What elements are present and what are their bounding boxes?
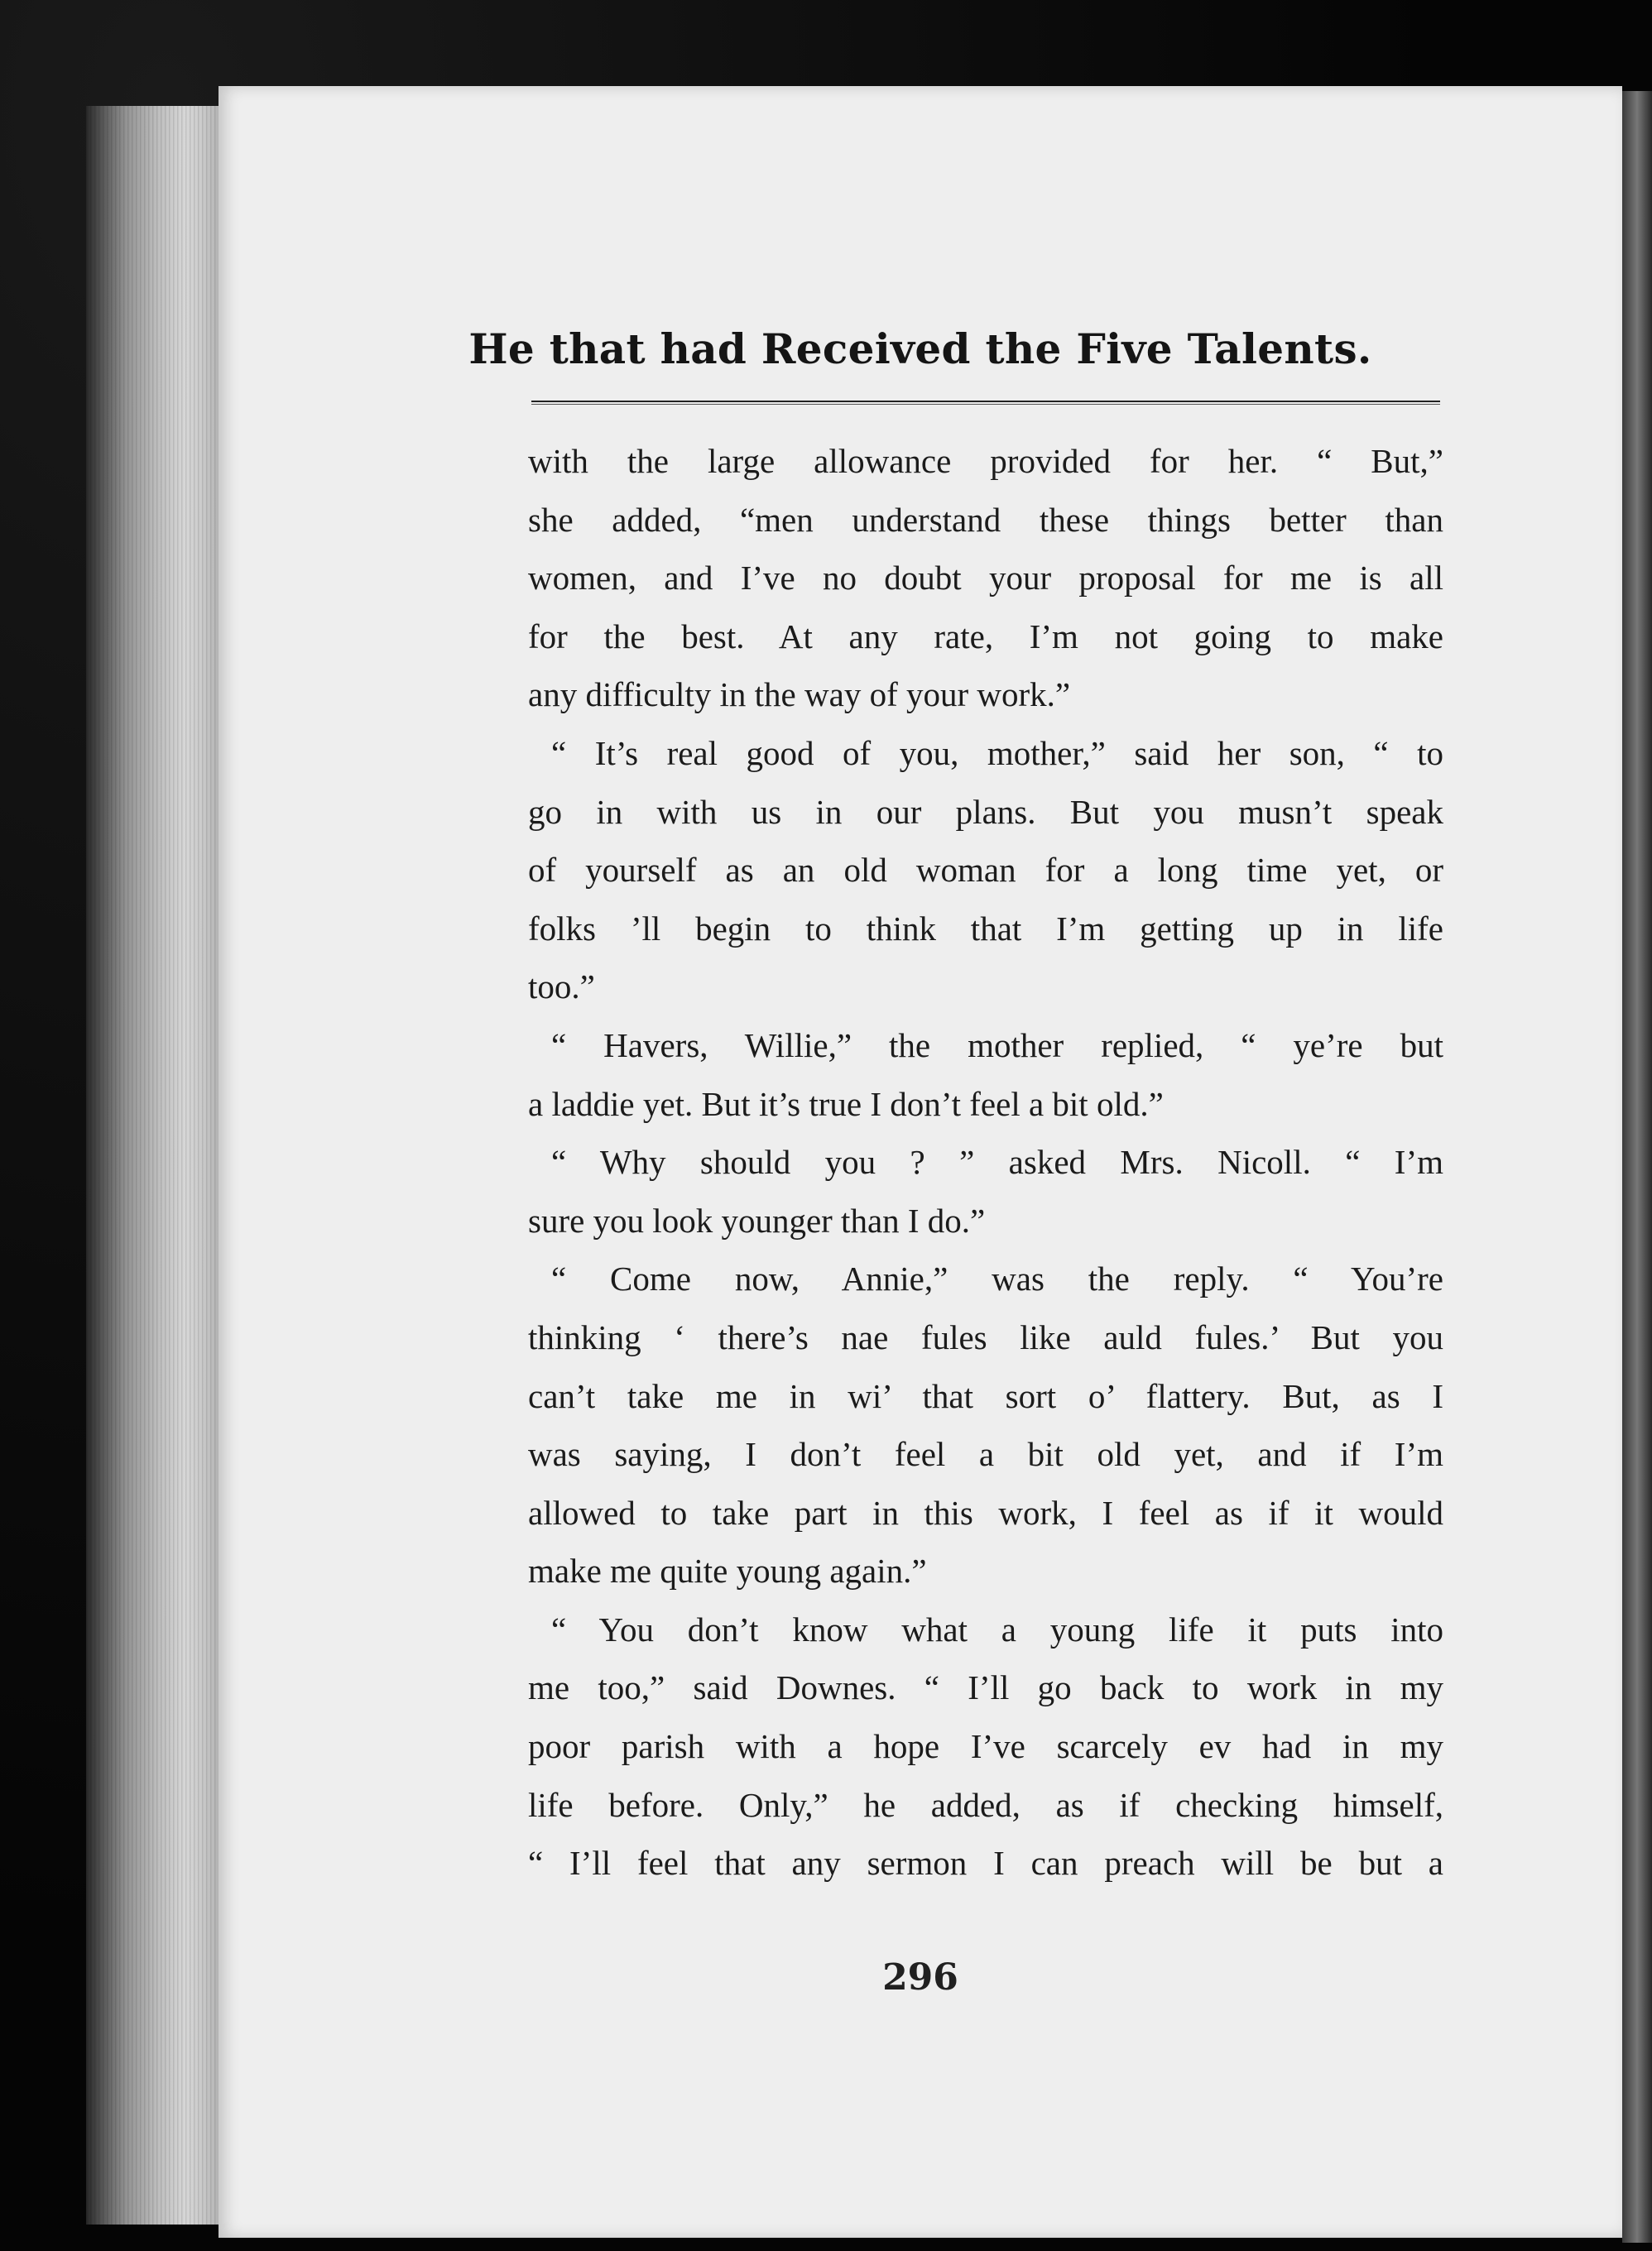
text-line: “ Come now, Annie,” was the reply. “ You’re xyxy=(551,1260,1443,1298)
text-line: of yourself as an old woman for a long time yet, or xyxy=(528,851,1443,890)
text-line: with the large allowance provided for her. “ But,” xyxy=(528,442,1443,480)
page-number: 296 xyxy=(882,1956,958,1999)
text-line: me too,” said Downes. “ I’ll go back to work in my xyxy=(528,1668,1443,1707)
text-line: sure you look younger than I do.” xyxy=(528,1201,986,1240)
text-line: folks ’ll begin to think that I’m getting up in life xyxy=(528,909,1443,948)
text-line: too.” xyxy=(528,967,595,1006)
text-line: go in with us in our plans. But you musn’t speak xyxy=(528,792,1443,831)
text-line: “ Havers, Willie,” the mother replied, “ ye’re but xyxy=(551,1025,1443,1064)
text-line: women, and I’ve no doubt your proposal for me is all xyxy=(528,559,1443,598)
book-page xyxy=(219,86,1622,2238)
text-line: a laddie yet. But it’s true I don’t feel a bit old.” xyxy=(528,1084,1164,1123)
text-line: any difficulty in the way of your work.” xyxy=(528,675,1071,714)
text-line: make me quite young again.” xyxy=(528,1552,927,1591)
text-line: “ You don’t know what a young life it puts into xyxy=(551,1610,1443,1649)
text-line: can’t take me in wi’ that sort o’ flattery. But, as I xyxy=(528,1376,1443,1415)
text-line: was saying, I don’t feel a bit old yet, and if I’m xyxy=(528,1435,1443,1474)
text-line: “ I’ll feel that any sermon I can preach will be but a xyxy=(528,1844,1443,1883)
text-line: thinking ‘ there’s nae fules like auld fules.’ But you xyxy=(528,1317,1443,1356)
text-line: for the best. At any rate, I’m not going to make xyxy=(528,617,1443,655)
text-line: allowed to take part in this work, I feel as if it would xyxy=(528,1493,1443,1532)
text-line: poor parish with a hope I’ve scarcely ev had in my xyxy=(528,1727,1443,1766)
text-line: “ It’s real good of you, mother,” said her son, “ to xyxy=(551,733,1443,772)
page-body-text xyxy=(528,432,1443,1893)
running-title: He that had Received the Five Talents. xyxy=(468,324,1372,373)
text-line: life before. Only,” he added, as if checking himself, xyxy=(528,1785,1443,1824)
header-rule xyxy=(531,401,1440,402)
text-line: “ Why should you ? ” asked Mrs. Nicoll. “ I’m xyxy=(551,1143,1443,1182)
book-cover-edge xyxy=(1622,91,1652,2243)
text-line: she added, “men understand these things better than xyxy=(528,500,1443,539)
book-page-edges xyxy=(86,106,219,2225)
